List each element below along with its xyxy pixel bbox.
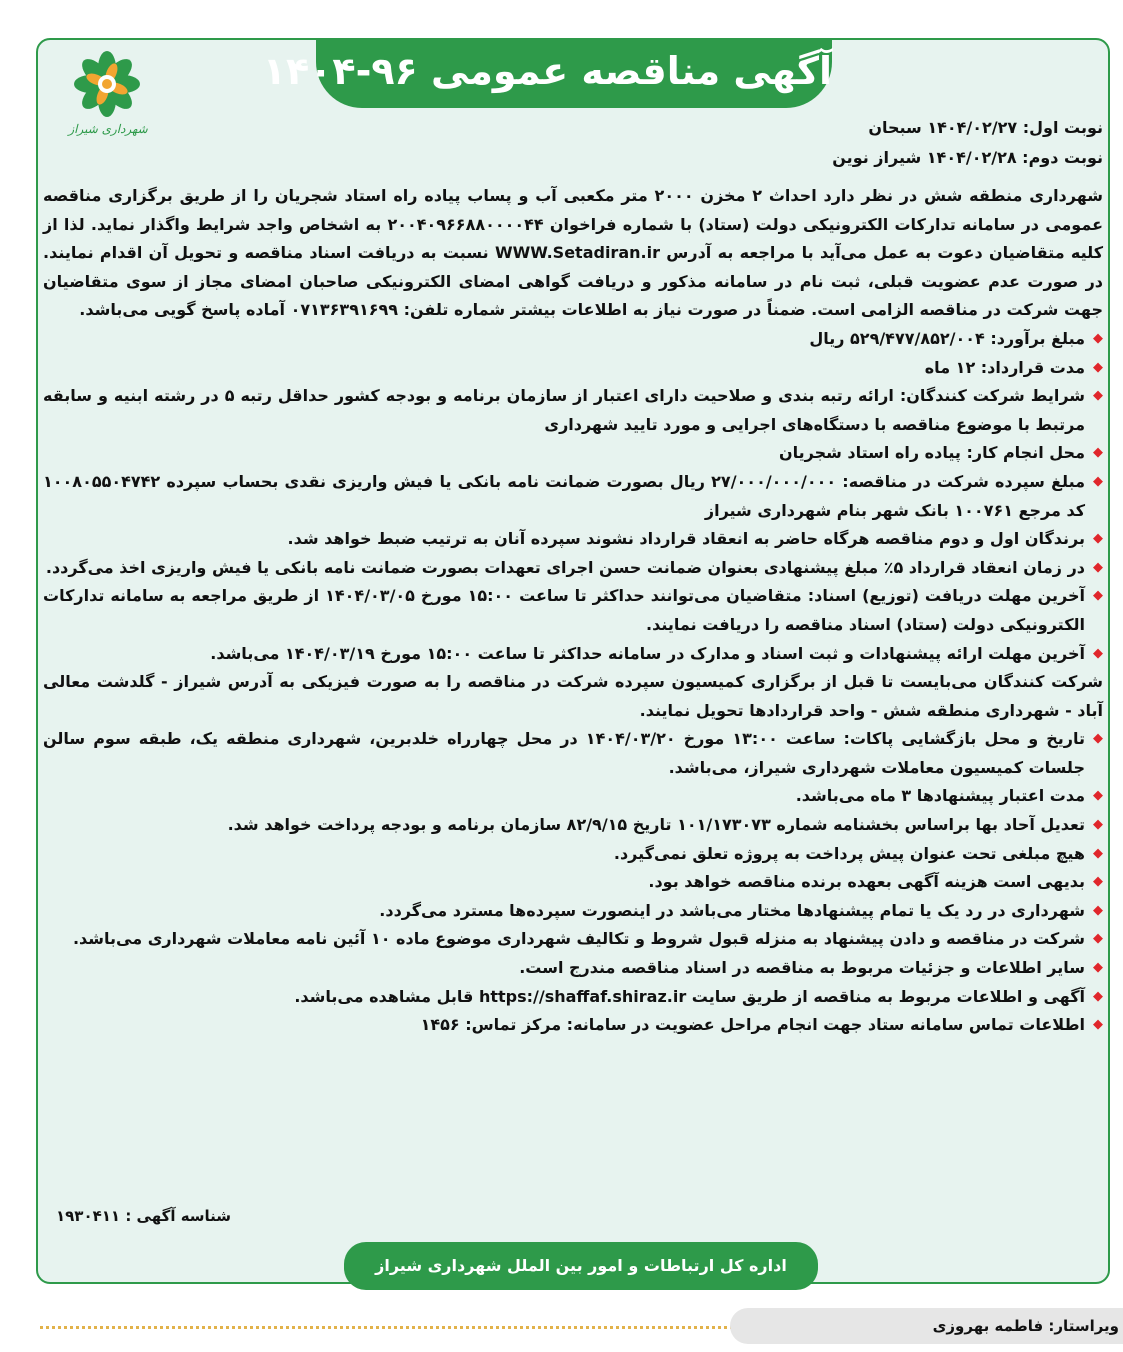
list-item: ◆ مبلغ برآورد: ۵۲۹/۴۷۷/۸۵۲/۰۰۴ ریال: [43, 325, 1103, 354]
ad-identifier: شناسه آگهی : ۱۹۳۰۴۱۱: [56, 1207, 232, 1225]
municipality-logo-icon: [72, 48, 142, 152]
intro-paragraph: شهرداری منطقه شش در نظر دارد احداث ۲ مخزن ۲۰۰۰ متر مکعبی آب و پساب پیاده راه استاد شجریان را از طریق برگزاری مناقصه عمومی در سامانه تدارکات الکترونیکی دولت (ستاد) با شماره فراخوان ۲۰۰۴۰۹۶۶۸۸۰۰۰۰۴۴ به اشخاص واجد شرایط واگذار نماید. لذا از کلیه متقاضیان دعوت به عمل می‌آید با مراجعه به آدرس WWW.Setadiran.ir نسبت به دریافت اسناد مناقصه و تحویل آن اقدام نمایند. در صورت عدم عضویت قبلی، ثبت نام در سامانه مذکور و دریافت گواهی امضای الکترونیکی صاحبان امضای مجاز از سوی متقاضیان جهت شرکت در مناقصه الزامی است. ضمناً در صورت نیاز به اطلاعات بیشتر شماره تلفن: ۰۷۱۳۶۳۹۱۶۹۹ آماده پاسخ گویی می‌باشد.: [43, 186, 1104, 320]
list-item: ◆ آخرین مهلت ارائه پیشنهادات و ثبت اسناد و مدارک در سامانه حداکثر تا ساعت ۱۵:۰۰ مورخ ۱۴۰۴/۰۳/۱۹ می‌باشد.: [43, 640, 1103, 669]
list-item: ◆ برندگان اول و دوم مناقصه هرگاه حاضر به انعقاد قرارداد نشوند سپرده آنان به ترتیب ضبط خواهد شد.: [43, 525, 1103, 554]
list-item: ◆ هیچ مبلغی تحت عنوان پیش پرداخت به پروژه تعلق نمی‌گیرد.: [43, 840, 1103, 869]
list-item: ◆ بدیهی است هزینه آگهی بعهده برنده مناقصه خواهد بود.: [43, 868, 1103, 897]
list-item: ◆ مدت قرارداد: ۱۲ ماه: [43, 354, 1103, 383]
list-item: ◆ در زمان انعقاد قرارداد ۵٪ مبلغ پیشنهادی بعنوان ضمانت حسن اجرای تعهدات بصورت ضمانت نامه بانکی یا فیش واریزی اخذ می‌گردد.: [43, 554, 1103, 583]
footer-banner: [344, 1242, 818, 1290]
list-item: ◆ تاریخ و محل بازگشایی پاکات: ساعت ۱۳:۰۰ مورخ ۱۴۰۴/۰۳/۲۰ در محل چهارراه خلدبرین، شهرداری منطقه یک، طبقه سوم سالن جلسات کمیسیون معاملات شهرداری شیراز، می‌باشد.: [43, 725, 1103, 782]
logo-caption: شهرداری شیراز: [68, 122, 148, 136]
list-item: شرکت کنندگان می‌بایست تا قبل از برگزاری کمیسیون سپرده شرکت در مناقصه را به صورت فیزیکی به آدرس شیراز - گلدشت معالی آباد - شهرداری منطقه شش - واحد قراردادها تحویل نمایند.: [43, 672, 1103, 720]
first-round-date: نوبت اول: ۱۴۰۴/۰۲/۲۷ سبحان: [868, 118, 1103, 137]
conditions-list: [43, 325, 1103, 1040]
list-item: ◆ مبلغ سپرده شرکت در مناقصه: ۲۷/۰۰۰/۰۰۰/۰۰۰ ریال بصورت ضمانت نامه بانکی یا فیش واریزی نقدی بحساب سپرده ۱۰۰۸۰۵۵۰۴۷۴۲ کد مرجع ۱۰۰۷۶۱ بانک شهر بنام شهرداری شیراز: [43, 468, 1103, 525]
title-banner: [262, 38, 832, 108]
list-item: ◆ تعدیل آحاد بها براساس بخشنامه شماره ۱۰۱/۱۷۳۰۷۳ تاریخ ۸۲/۹/۱۵ سازمان برنامه و بودجه پرداخت خواهد شد.: [43, 811, 1103, 840]
list-item: ◆ آگهی و اطلاعات مربوط به مناقصه از طریق سایت https://shaffaf.shiraz.ir قابل مشاهده می‌باشد.: [43, 983, 1103, 1012]
list-item: ◆ سایر اطلاعات و جزئیات مربوط به مناقصه در اسناد مناقصه مندرج است.: [43, 954, 1103, 983]
footer-text: اداره کل ارتباطات و امور بین الملل شهرداری شیراز: [375, 1256, 787, 1275]
second-round-date: نوبت دوم: ۱۴۰۴/۰۲/۲۸ شیراز نوین: [832, 148, 1103, 167]
list-item: ◆ مدت اعتبار پیشنهادها ۳ ماه می‌باشد.: [43, 782, 1103, 811]
list-item: ◆ شهرداری در رد یک یا تمام پیشنهادها مختار می‌باشد در اینصورت سپرده‌ها مسترد می‌گردد.: [43, 897, 1103, 926]
editor-name: ویراستار: فاطمه بهروزی: [932, 1317, 1119, 1335]
notice-body: [43, 182, 1103, 1040]
editor-tag: [730, 1308, 1123, 1344]
list-item: ◆ اطلاعات تماس سامانه ستاد جهت انجام مراحل عضویت در سامانه: مرکز تماس: ۱۴۵۶: [43, 1011, 1103, 1040]
list-item: ◆ شرایط شرکت کنندگان: ارائه رتبه بندی و صلاحیت دارای اعتبار از سازمان برنامه و بودجه کشور حداقل رتبه ۵ در رشته ابنیه و سابقه مرتبط با موضوع مناقصه با دستگاه‌های اجرایی و مورد تایید شهرداری: [43, 382, 1103, 439]
notice-title: آگهی مناقصه عمومی ۹۶-۱۴۰۴: [262, 49, 832, 93]
list-item: ◆ شرکت در مناقصه و دادن پیشنهاد به منزله قبول شروط و تکالیف شهرداری موضوع ماده ۱۰ آئین نامه معاملات شهرداری می‌باشد.: [43, 925, 1103, 954]
list-item: ◆ آخرین مهلت دریافت (توزیع) اسناد: متقاضیان می‌توانند حداکثر تا ساعت ۱۵:۰۰ مورخ ۱۴۰۴/۰۳/۰۵ از طریق مراجعه به سامانه تدارکات الکترونیکی دولت (ستاد) اسناد مناقصه را دریافت نمایند.: [43, 582, 1103, 639]
list-item: ◆ محل انجام کار: پیاده راه استاد شجریان: [43, 439, 1103, 468]
